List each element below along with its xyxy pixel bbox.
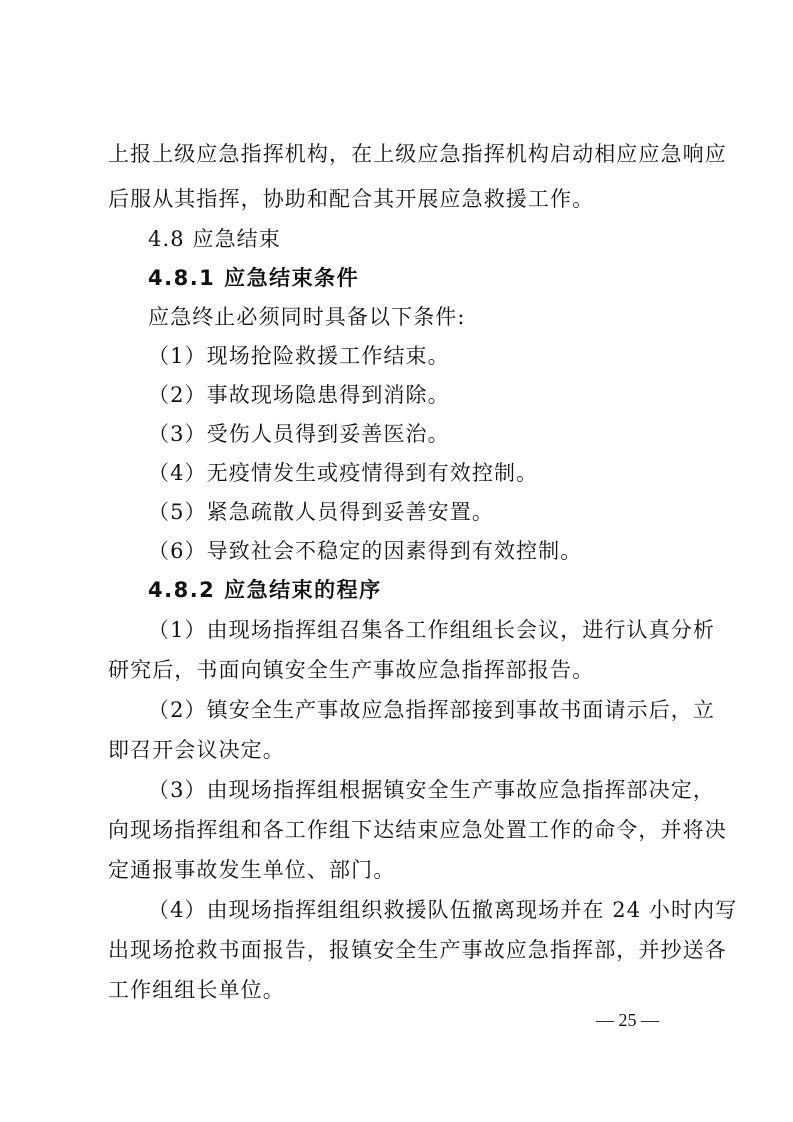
paragraph-line: 即召开会议决定。 [108,738,285,762]
paragraph-line: （4）由现场指挥组组织救援队伍撤离现场并在 24 小时内写 [148,898,738,922]
list-item: （1）现场抢险救援工作结束。 [148,344,450,368]
paragraph-line: （1）由现场指挥组召集各工作组组长会议，进行认真分析 [148,618,715,642]
page-number: — 25 — [596,1010,659,1030]
paragraph-line: 应急终止必须同时具备以下条件: [148,305,466,329]
subsection-heading: 4.8.2 应急结束的程序 [148,578,382,602]
paragraph-line: 后服从其指挥，协助和配合其开展应急救援工作。 [108,187,595,211]
paragraph-line: 研究后，书面向镇安全生产事故应急指挥部报告。 [108,658,595,682]
paragraph-line: 出现场抢救书面报告，报镇安全生产事故应急指挥部，并抄送各 [108,938,727,962]
list-item: （3）受伤人员得到妥善医治。 [148,422,450,446]
paragraph-line: （2）镇安全生产事故应急指挥部接到事故书面请示后，立 [148,698,715,722]
paragraph-line: （3）由现场指挥组根据镇安全生产事故应急指挥部决定， [148,778,715,802]
list-item: （4）无疫情发生或疫情得到有效控制。 [148,461,539,485]
list-item: （5）紧急疏散人员得到妥善安置。 [148,500,494,524]
section-heading: 4.8 应急结束 [148,227,281,251]
paragraph-line: 上报上级应急指挥机构，在上级应急指挥机构启动相应应急响应 [108,142,727,166]
paragraph-line: 向现场指挥组和各工作组下达结束应急处置工作的命令，并将决 [108,818,727,842]
subsection-heading: 4.8.1 应急结束条件 [148,266,360,290]
paragraph-line: 定通报事故发生单位、部门。 [108,858,396,882]
list-item: （2）事故现场隐患得到消除。 [148,383,450,407]
list-item: （6）导致社会不稳定的因素得到有效控制。 [148,539,583,563]
paragraph-line: 工作组组长单位。 [108,978,285,1002]
